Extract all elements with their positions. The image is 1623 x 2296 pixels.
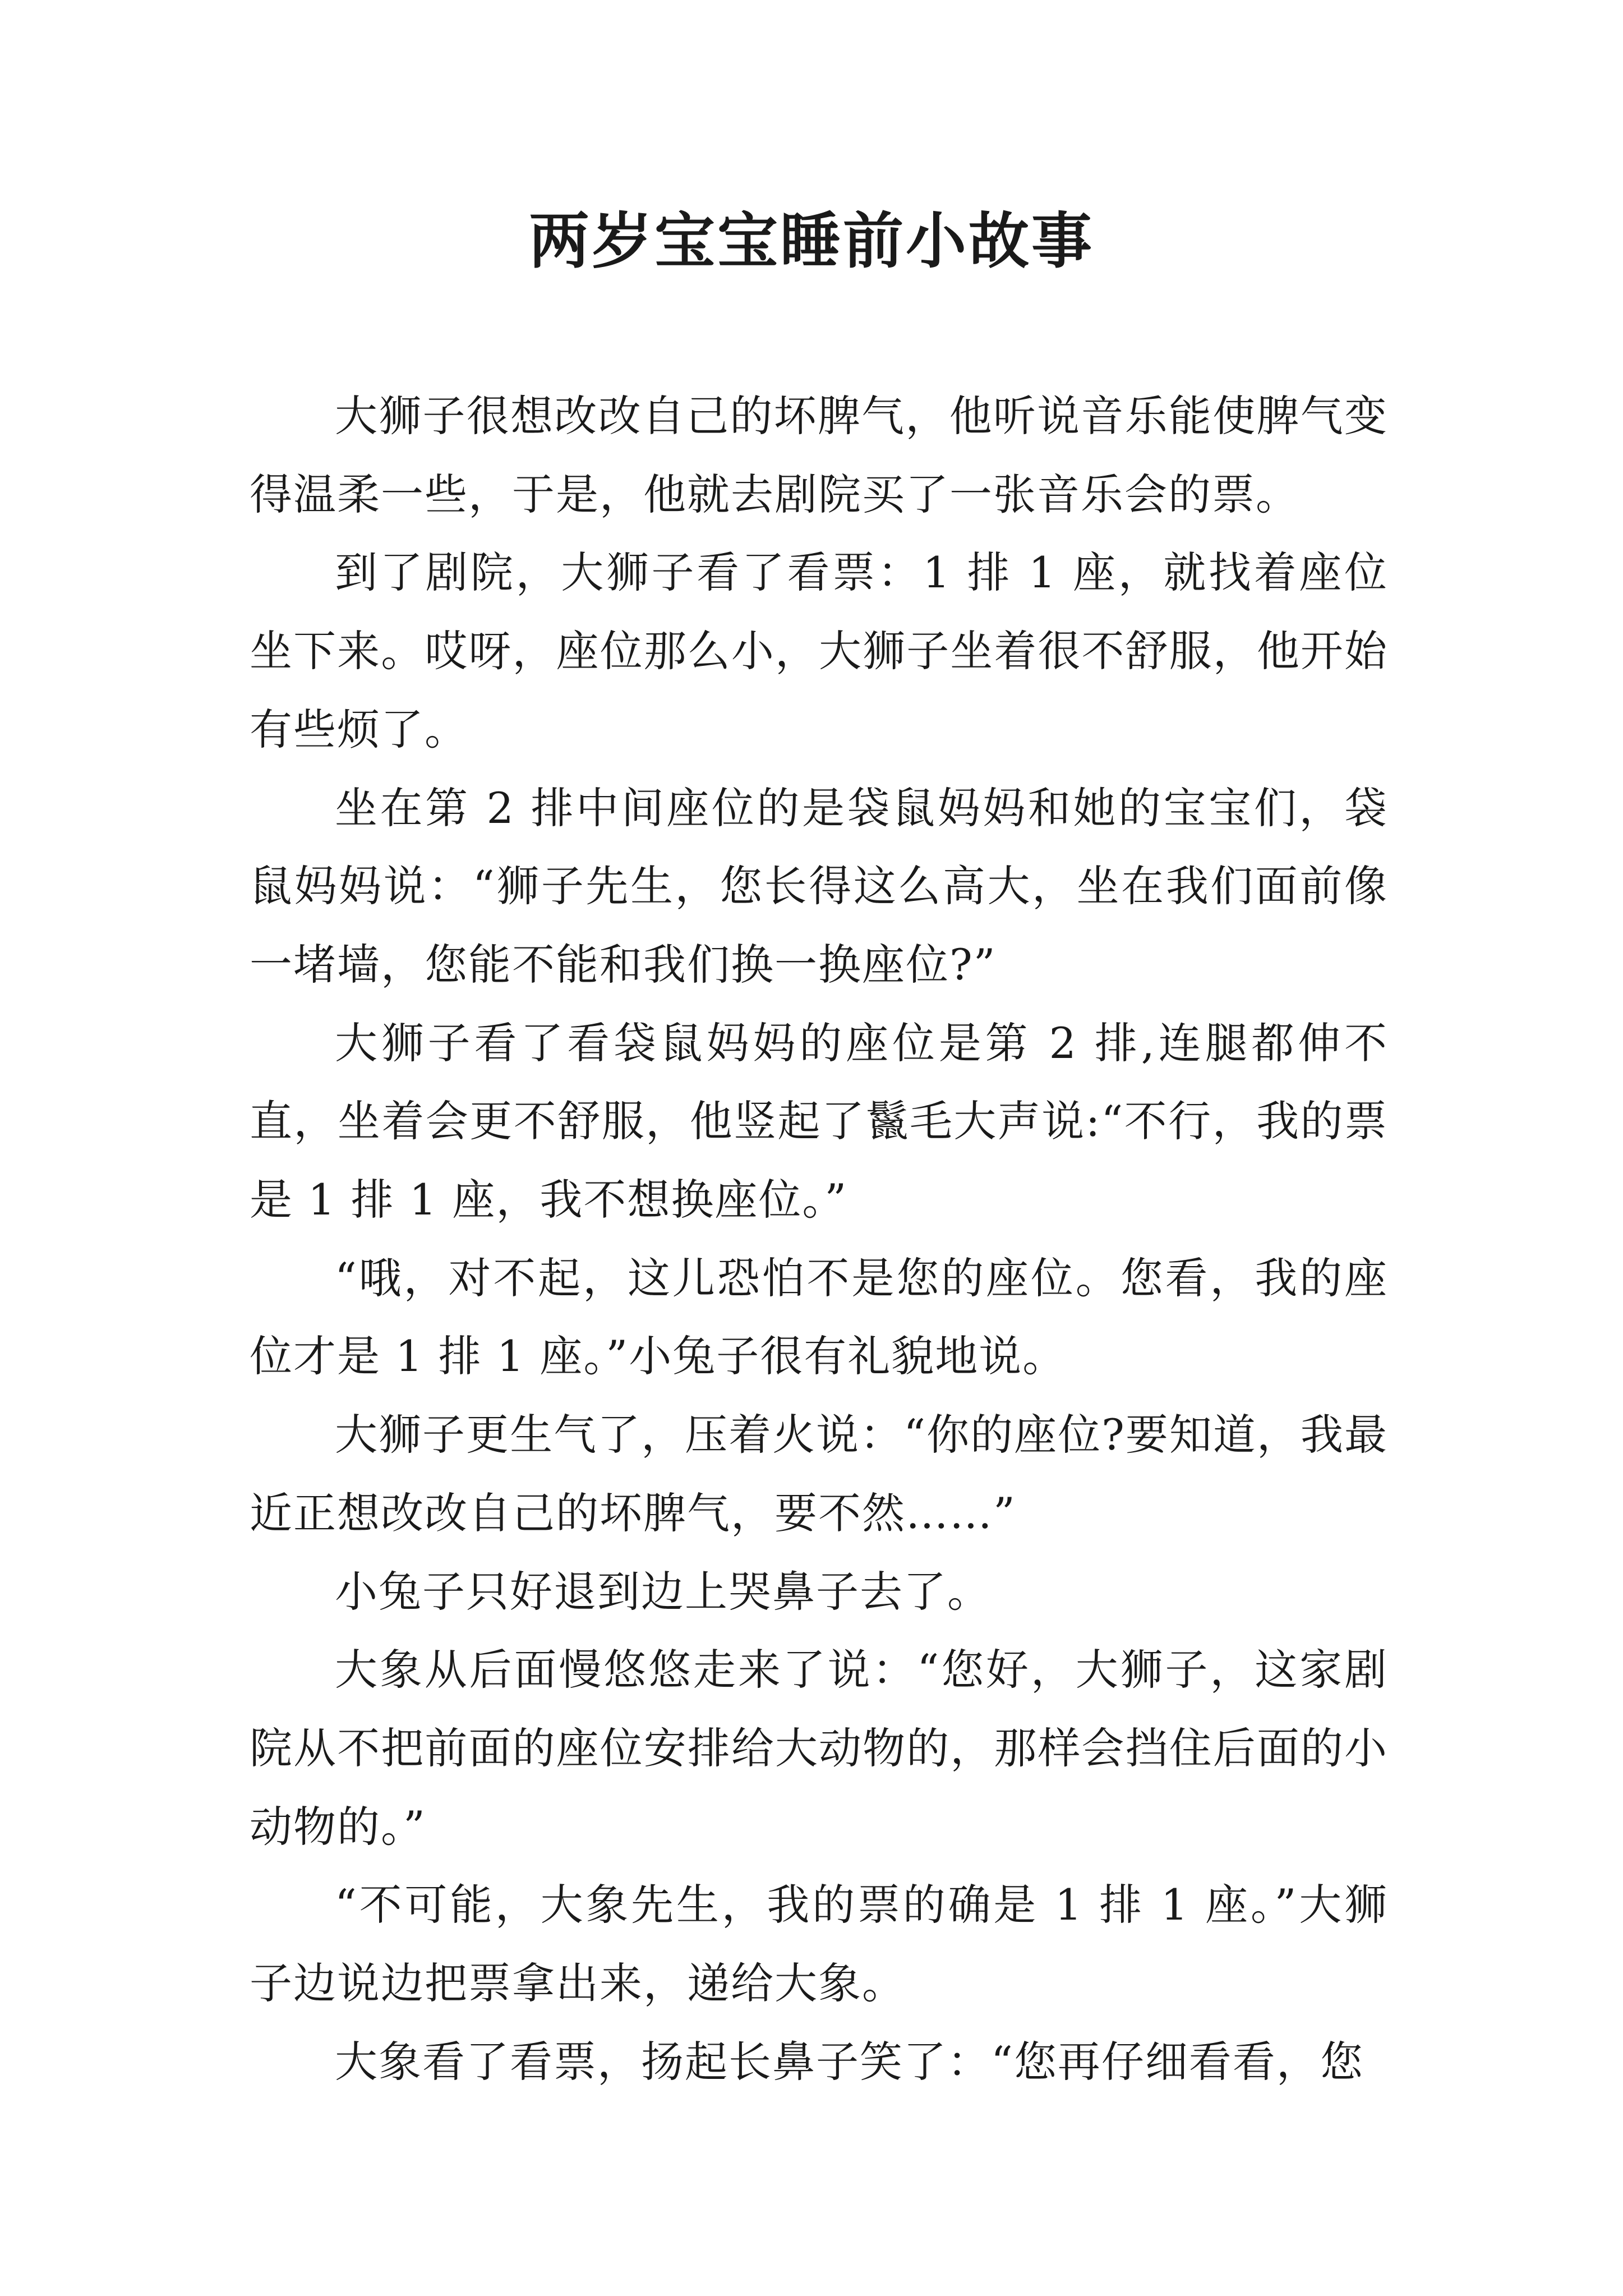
- paragraph-10: 大象看了看票，扬起长鼻子笑了：“您再仔细看看，您: [335, 2036, 1364, 2087]
- paragraph-6: 大狮子更生气了，压着火说：“你的座位?要知道，我最近正想改改自己的坏脾气，要不然……”: [250, 1410, 1388, 1538]
- paragraph-1: 大狮子很想改改自己的坏脾气，他听说音乐能使脾气变得温柔一些，于是，他就去剧院买了一张音乐会的票。: [250, 391, 1388, 519]
- paragraph-7: 小兔子只好退到边上哭鼻子去了。: [335, 1566, 991, 1617]
- paragraph-9: “不可能，大象先生，我的票的确是 1 排 1 座。”大狮子边说边把票拿出来，递给大象。: [250, 1880, 1388, 2009]
- paragraph-8: 大象从后面慢悠悠走来了说：“您好，大狮子，这家剧院从不把前面的座位安排给大动物的，那样会挡住后面的小动物的。”: [250, 1645, 1388, 1852]
- story-body: [250, 377, 1388, 2101]
- paragraph-3: 坐在第 2 排中间座位的是袋鼠妈妈和她的宝宝们，袋鼠妈妈说：“狮子先生，您长得这么高大，坐在我们面前像一堵墙，您能不能和我们换一换座位?”: [250, 783, 1388, 990]
- paragraph-4: 大狮子看了看袋鼠妈妈的座位是第 2 排,连腿都伸不直，坐着会更不舒服，他竖起了鬣毛大声说:“不行，我的票是 1 排 1 座，我不想换座位。”: [250, 1018, 1388, 1225]
- paragraph-2: 到了剧院，大狮子看了看票：1 排 1 座，就找着座位坐下来。哎呀，座位那么小，大狮子坐着很不舒服，他开始有些烦了。: [250, 547, 1388, 754]
- document-title: 两岁宝宝睡前小故事: [528, 206, 1094, 277]
- paragraph-5: “哦，对不起，这儿恐怕不是您的座位。您看，我的座位才是 1 排 1 座。”小兔子很有礼貌地说。: [250, 1253, 1388, 1382]
